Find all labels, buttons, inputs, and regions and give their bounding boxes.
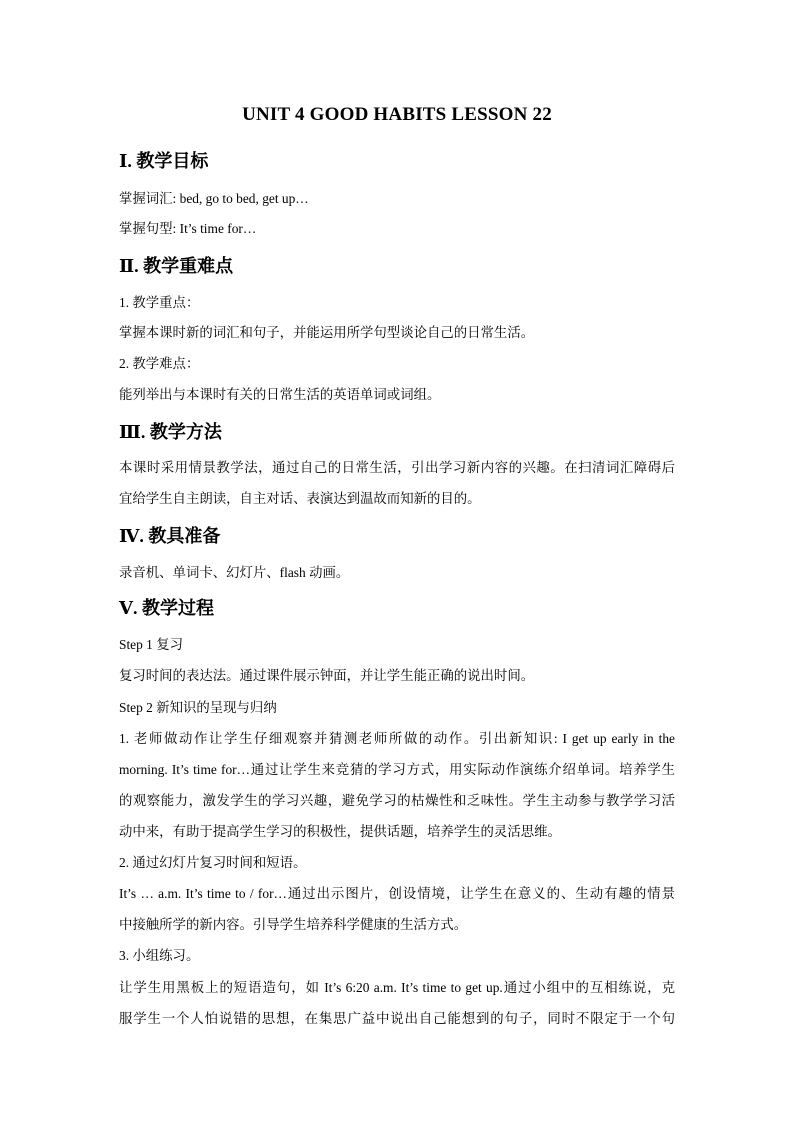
paragraph-line: 1. 老师做动作让学生仔细观察并猜测老师所做的动作。引出新知识: I get up early in the xyxy=(119,731,675,746)
section-heading-key-points: Ⅱ. 教学重难点 xyxy=(119,256,234,276)
paragraph-line: morning. It’s time for…通过让学生来竞猜的学习方式，用实际动作演练介绍单词。培养学生 xyxy=(119,762,675,777)
paragraph-line: 2. 教学难点： xyxy=(119,356,200,371)
paragraph-line: 服学生一个人怕说错的思想，在集思广益中说出自己能想到的句子，同时不限定于一个句 xyxy=(119,1011,675,1026)
paragraph-line: 的观察能力，激发学生的学习兴趣，避免学习的枯燥性和乏味性。学生主动参与教学学习活 xyxy=(119,793,675,808)
section-heading-objectives: Ⅰ. 教学目标 xyxy=(119,151,209,171)
paragraph-line: 掌握词汇: bed, go to bed, get up… xyxy=(119,191,309,206)
document-title: UNIT 4 GOOD HABITS LESSON 22 xyxy=(242,104,552,125)
paragraph-line: 掌握本课时新的词汇和句子，并能运用所学句型谈论自己的日常生活。 xyxy=(119,325,535,340)
paragraph-line: 复习时间的表达法。通过课件展示钟面，并让学生能正确的说出时间。 xyxy=(119,668,535,683)
paragraph-line: 本课时采用情景教学法，通过自己的日常生活，引出学习新内容的兴趣。在扫清词汇障碍后 xyxy=(119,460,675,475)
paragraph-line: 能列举出与本课时有关的日常生活的英语单词或词组。 xyxy=(119,387,441,402)
section-heading-materials: Ⅳ. 教具准备 xyxy=(119,526,221,546)
paragraph-line: Step 1 复习 xyxy=(119,637,183,652)
paragraph-line: 宜给学生自主朗读，自主对话、表演达到温故而知新的目的。 xyxy=(119,491,481,506)
section-heading-methods: Ⅲ. 教学方法 xyxy=(119,422,222,442)
paragraph-line: 录音机、单词卡、幻灯片、flash 动画。 xyxy=(119,565,350,580)
paragraph-line: 3. 小组练习。 xyxy=(119,948,200,963)
paragraph-line: 中接触所学的新内容。引导学生培养科学健康的生活方式。 xyxy=(119,917,468,932)
paragraph-line: 2. 通过幻灯片复习时间和短语。 xyxy=(119,855,307,870)
paragraph-line: 1. 教学重点： xyxy=(119,295,200,310)
section-heading-process: Ⅴ. 教学过程 xyxy=(119,598,214,618)
paragraph-line: 让学生用黑板上的短语造句，如 It’s 6:20 a.m. It’s time to get up.通过小组中的互相练说，克 xyxy=(119,980,675,995)
paragraph-line: 动中来，有助于提高学生学习的积极性，提供话题，培养学生的灵活思维。 xyxy=(119,824,561,839)
paragraph-line: It’s … a.m. It’s time to / for…通过出示图片，创设情境，让学生在意义的、生动有趣的情景 xyxy=(119,886,675,901)
paragraph-line: Step 2 新知识的呈现与归纳 xyxy=(119,700,277,715)
paragraph-line: 掌握句型: It’s time for… xyxy=(119,221,257,236)
